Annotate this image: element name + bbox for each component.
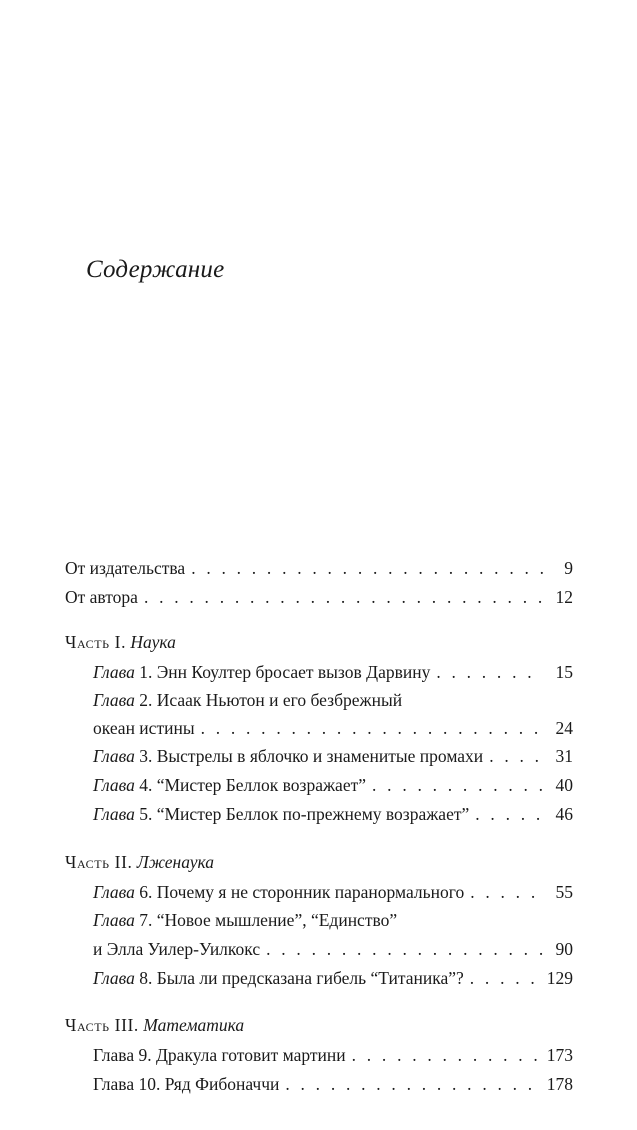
toc-entry-chapter-7[interactable]: [93, 907, 573, 933]
dot-leader: [201, 715, 543, 741]
dot-leader: [470, 879, 543, 905]
chapter-title: 2. Исаак Ньютон и его безбрежный: [139, 690, 403, 710]
dot-leader: [352, 1042, 541, 1068]
dot-leader: [144, 584, 543, 610]
toc-entry-label: От автора: [65, 587, 138, 607]
chapter-prefix: Глава: [93, 968, 135, 988]
chapter-title-continuation: океан истины: [93, 718, 195, 738]
dot-leader: [436, 659, 543, 685]
chapter-title: 6. Почему я не сторонник паранормального: [139, 882, 465, 902]
chapter-prefix: Глава: [93, 910, 135, 930]
part-name: Лженаука: [136, 852, 214, 872]
toc-page-number: 129: [546, 968, 573, 988]
toc-entry-chapter-2-continuation[interactable]: [93, 715, 573, 741]
dot-leader: [372, 772, 543, 798]
part-name: Математика: [143, 1015, 245, 1035]
toc-entry-chapter-2[interactable]: [93, 687, 573, 713]
dot-leader: [266, 936, 543, 962]
chapter-title: 10. Ряд Фибоначчи: [138, 1074, 280, 1094]
toc-page-number: 40: [555, 775, 573, 795]
toc-page-number: 178: [546, 1074, 573, 1094]
chapter-title-continuation: и Элла Уилер-Уилкокс: [93, 939, 261, 959]
chapter-prefix: Глава: [93, 1045, 135, 1065]
dot-leader: [191, 555, 543, 581]
toc-page-number: 173: [546, 1045, 573, 1065]
dot-leader: [285, 1071, 540, 1097]
chapter-prefix: Глава: [93, 804, 135, 824]
toc-page-number: 55: [555, 882, 573, 902]
dot-leader: [475, 801, 543, 827]
toc-page-number: 46: [555, 804, 573, 824]
toc-page-number: 90: [555, 939, 573, 959]
chapter-prefix: Глава: [93, 690, 135, 710]
chapter-title: 9. Дракула готовит мартини: [138, 1045, 346, 1065]
toc-page-number: 24: [555, 718, 573, 738]
part-heading-2[interactable]: [65, 849, 214, 875]
toc-entry-chapter-8[interactable]: [93, 965, 573, 991]
chapter-title: 7. “Новое мышление”, “Единство”: [139, 910, 398, 930]
chapter-title: 3. Выстрелы в яблочко и знаменитые промахи: [139, 746, 484, 766]
part-heading-1[interactable]: [65, 629, 176, 655]
chapter-prefix: Глава: [93, 775, 135, 795]
page-title: Содержание: [86, 256, 225, 283]
toc-entry-label: От издательства: [65, 558, 186, 578]
toc-entry-chapter-4[interactable]: [93, 772, 573, 798]
toc-entry-publisher-note[interactable]: [65, 555, 573, 581]
toc-page-number: 15: [555, 662, 573, 682]
toc-entry-chapter-3[interactable]: [93, 743, 573, 769]
part-heading-3[interactable]: [65, 1012, 244, 1038]
toc-page-number: 12: [555, 587, 573, 607]
chapter-prefix: Глава: [93, 882, 135, 902]
part-name: Наука: [130, 632, 176, 652]
toc-entry-chapter-10[interactable]: [93, 1071, 573, 1097]
toc-page-number: 9: [564, 558, 573, 578]
part-label: Часть II.: [65, 852, 133, 872]
toc-entry-author-note[interactable]: [65, 584, 573, 610]
chapter-title: 1. Энн Коултер бросает вызов Дарвину: [139, 662, 431, 682]
toc-entry-chapter-6[interactable]: [93, 879, 573, 905]
chapter-title: 8. Была ли предсказана гибель “Титаника”?: [139, 968, 464, 988]
chapter-title: 5. “Мистер Беллок по-прежнему возражает”: [139, 804, 470, 824]
chapter-prefix: Глава: [93, 746, 135, 766]
toc-entry-chapter-7-continuation[interactable]: [93, 936, 573, 962]
dot-leader: [470, 965, 541, 991]
toc-entry-chapter-9[interactable]: [93, 1042, 573, 1068]
chapter-prefix: Глава: [93, 662, 135, 682]
part-label: Часть I.: [65, 632, 127, 652]
toc-entry-chapter-1[interactable]: [93, 659, 573, 685]
toc-page-number: 31: [555, 746, 573, 766]
toc-entry-chapter-5[interactable]: [93, 801, 573, 827]
dot-leader: [489, 743, 543, 769]
chapter-title: 4. “Мистер Беллок возражает”: [139, 775, 367, 795]
chapter-prefix: Глава: [93, 1074, 135, 1094]
part-label: Часть III.: [65, 1015, 139, 1035]
